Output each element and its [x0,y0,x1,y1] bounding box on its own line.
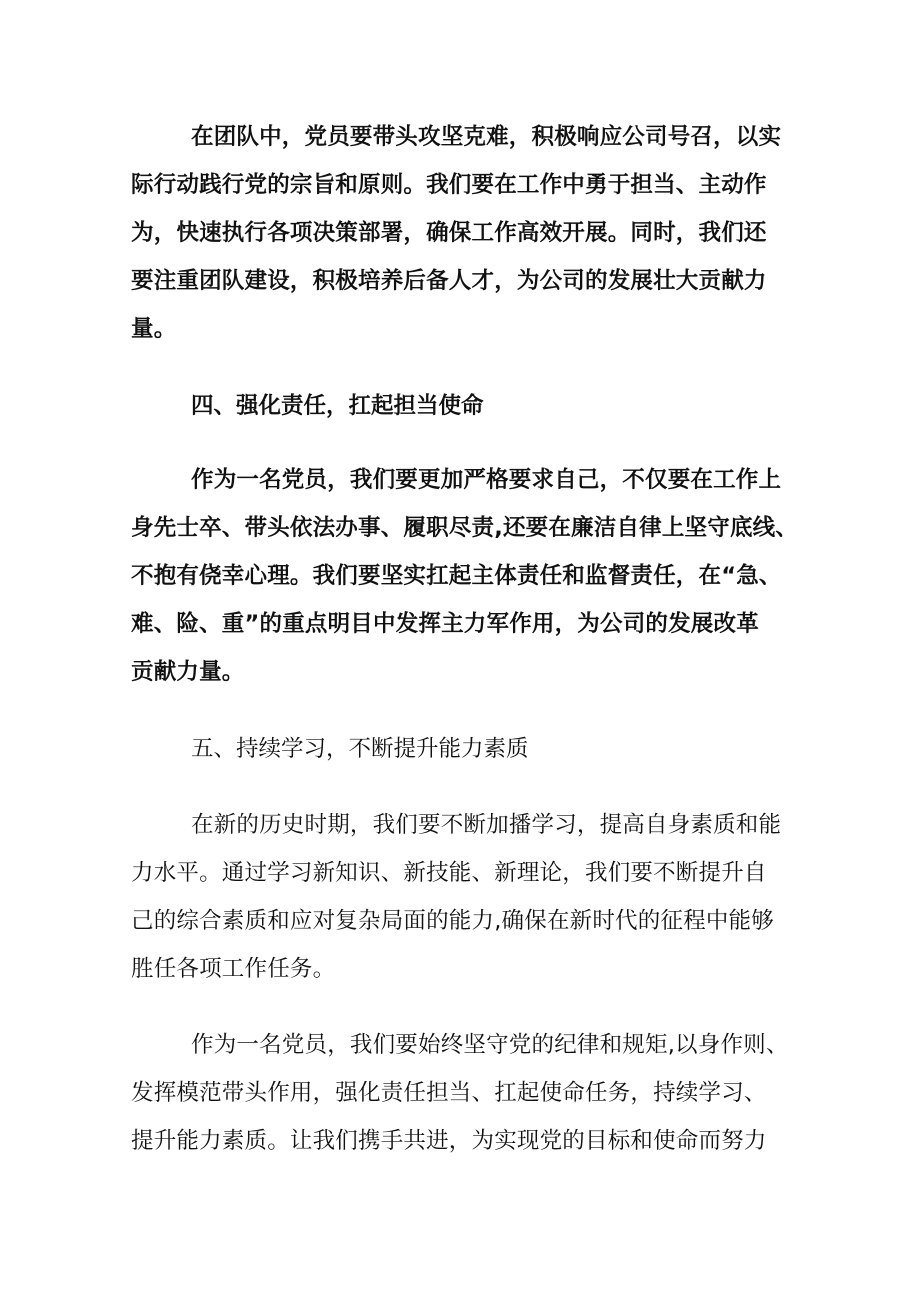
paragraph-line: 贡献力量。 [131,659,245,685]
paragraph-responsibility [131,456,803,696]
paragraph-line: 在团队中，党员要带头攻坚克难，积极响应公司号召，以实 [191,124,782,150]
paragraph-line: 身先士卒、带头依法办事、履职尽责,还要在廉洁自律上坚守底线、 [131,515,799,541]
paragraph-line: 际行动践行党的宗旨和原则。我们要在工作中勇于担当、主动作 [131,172,767,198]
paragraph-line: 己的综合素质和应对复杂局面的能力,确保在新时代的征程中能够 [131,908,774,934]
paragraph-line: 难、险、重”的重点明目中发挥主力军作用，为公司的发展改革 [131,611,759,637]
paragraph-line: 作为一名党员，我们要始终坚守党的纪律和规矩,以身作则、 [191,1032,789,1058]
paragraph-line: 提升能力素质。让我们携手共进，为实现党的目标和使命而努力 [131,1128,767,1154]
paragraph-learning [131,801,803,993]
paragraph-line: 在新的历史时期，我们要不断加播学习，提高自身素质和能 [191,812,782,838]
paragraph-team [131,113,803,353]
paragraph-line: 作为一名党员，我们要更加严格要求自己，不仅要在工作上 [191,467,782,493]
paragraph-line: 不抱有侥幸心理。我们要坚实扛起主体责任和监督责任，在“急、 [131,563,782,589]
paragraph-line: 量。 [131,316,177,342]
section-heading-5: 五、持续学习，不断提升能力素质 [191,736,529,762]
section-heading-4: 四、强化责任，扛起担当使命 [191,393,484,419]
paragraph-line: 为，快速执行各项决策部署，确保工作高效开展。同时，我们还 [131,220,767,246]
paragraph-line: 发挥模范带头作用，强化责任担当、扛起使命任务，持续学习、 [131,1080,767,1106]
paragraph-line: 要注重团队建设，积极培养后备人才，为公司的发展壮大贡献力 [131,268,767,294]
paragraph-line: 胜任各项工作任务。 [131,956,336,982]
paragraph-conclusion [131,1021,803,1165]
paragraph-line: 力水平。通过学习新知识、新技能、新理论，我们要不断提升自 [131,860,767,886]
